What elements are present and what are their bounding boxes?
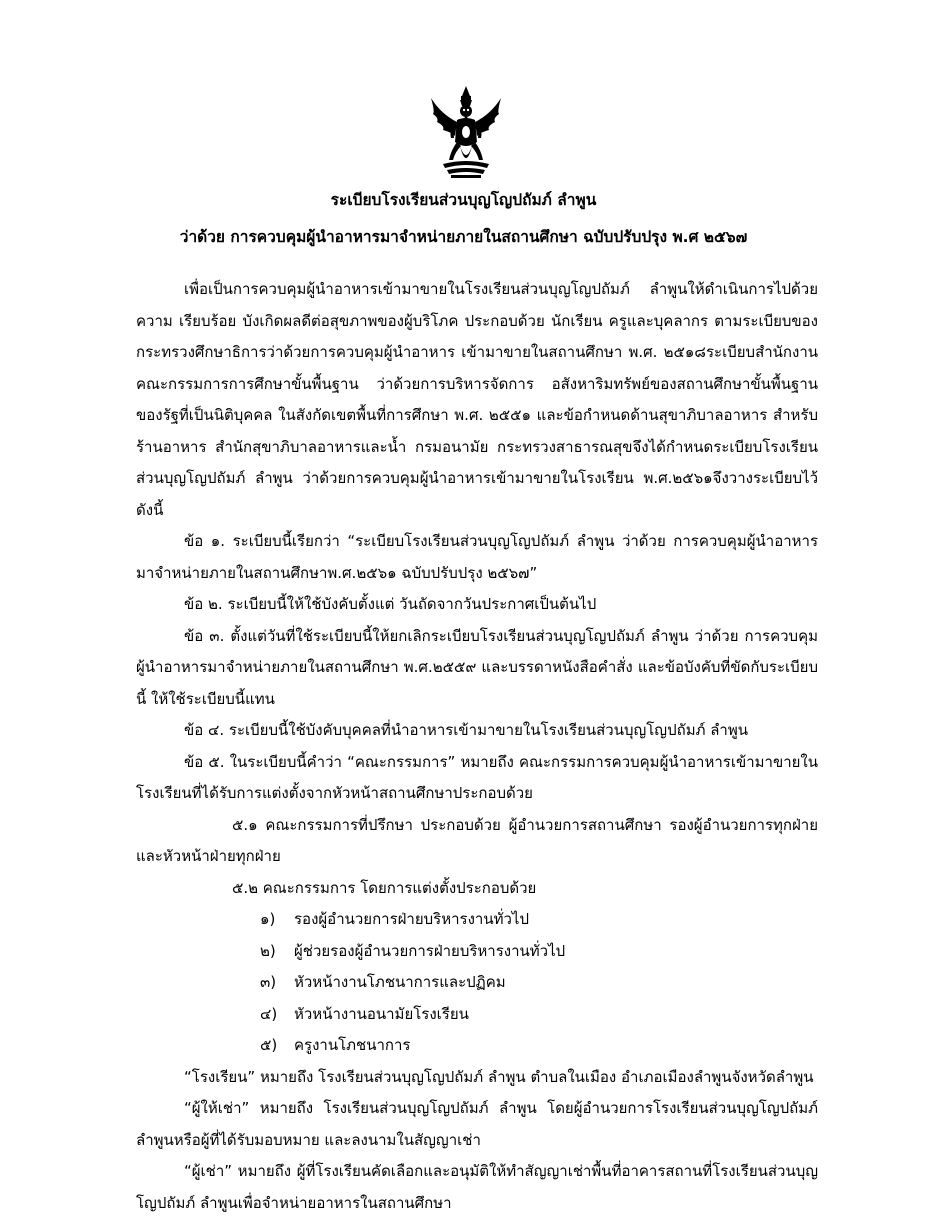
committee-member [136,936,818,968]
member-number: ๕) [260,1036,278,1054]
definition-lessee: “ผู้เช่า” หมายถึง ผู้ที่โรงเรียนคัดเลือกและอนุมัติให้ทำสัญญาเช่าพื้นที่อาคารสถานที่โรงเรียนส่วนบุญโญปถัมภ์ ลำพูนเพื่อจำหน่ายอาหารในสถานศึกษา [136,1162,818,1212]
committee-member [136,999,818,1031]
committee-member [136,967,818,999]
regulation-body [136,274,818,1219]
member-number: ๑) [260,910,276,928]
member-text: หัวหน้างานโภชนาการและปฏิคม [294,973,506,991]
clause-3: ข้อ ๓. ตั้งแต่วันที่ใช้ระเบียบนี้ให้ยกเลิกระเบียบโรงเรียนส่วนบุญโญปถัมภ์ ลำพูน ว่าด้วย การควบคุมผู้นำอาหารมาจำหน่ายภายในสถานศึกษา พ.ศ.๒๕๕๙ และบรรดาหนังสือคำสั่ง และข้อบังคับที่ขัดกับระเบียบนี้ ให้ใช้ระเบียบนี้แทน [136,626,818,708]
member-number: ๔) [260,1004,278,1023]
preamble-paragraph: เพื่อเป็นการควบคุมผู้นำอาหารเข้ามาขายในโรงเรียนส่วนบุญโญปถัมภ์ ลำพูนให้ดำเนินการไปด้วยความ เรียบร้อย บังเกิดผลดีต่อสุขภาพของผู้บริโภค ประกอบด้วย นักเรียน ครูและบุคลากร ตามระเบียบของกระทรวงศึกษาธิการว่าด้วยการควบคุมผู้นำอาหาร เข้ามาขายในสถานศึกษา พ.ศ. ๒๕๑๘ระเบียบสำนักงานคณะกรรมการการศึกษาขั้นพื้นฐาน ว่าด้วยการบริหารจัดการ อสังหาริมทรัพย์ของสถานศึกษาขั้นพื้นฐานของรัฐที่เป็นนิติบุคคล ในสังกัดเขตพื้นที่การศึกษา พ.ศ. ๒๕๕๑ และข้อกำหนดด้านสุขาภิบาลอาหาร สำหรับร้านอาหาร สำนักสุขาภิบาลอาหารและน้ำ กรมอนามัย กระทรวงสาธารณสุขจึงได้กำหนดระเบียบโรงเรียนส่วนบุญโญปถัมภ์ ลำพูน ว่าด้วยการควบคุมผู้นำอาหารเข้ามาขายในโรงเรียน พ.ศ.๒๕๖๑จึงวางระเบียบไว้ดังนี้ [136,280,818,519]
member-text: หัวหน้างานอนามัยโรงเรียน [294,1004,469,1023]
clause-5-2: ๕.๒ คณะกรรมการ โดยการแต่งตั้งประกอบด้วย [232,878,537,897]
member-text: รองผู้อำนวยการฝ่ายบริหารงานทั่วไป [294,910,529,928]
regulation-title: ระเบียบโรงเรียนส่วนบุญโญปถัมภ์ ลำพูน [330,191,597,209]
clause-5: ข้อ ๕. ในระเบียบนี้คำว่า “คณะกรรมการ” หมายถึง คณะกรรมการควบคุมผู้นำอาหารเข้ามาขายในโรงเรียนที่ได้รับการแต่งตั้งจากหัวหน้าสถานศึกษาประกอบด้วย [136,752,818,802]
clause-4: ข้อ ๔. ระเบียบนี้ใช้บังคับบุคคลที่นำอาหารเข้ามาขายในโรงเรียนส่วนบุญโญปถัมภ์ ลำพูน [184,721,748,739]
member-text: ผู้ช่วยรองผู้อำนวยการฝ่ายบริหารงานทั่วไป [294,941,566,960]
committee-member [136,1030,818,1062]
regulation-subtitle: ว่าด้วย การควบคุมผู้นำอาหารมาจำหน่ายภายในสถานศึกษา ฉบับปรับปรุง พ.ศ ๒๕๖๗ [179,228,748,246]
clause-5-1: ๕.๑ คณะกรรมการที่ปรึกษา ประกอบด้วย ผู้อำนวยการสถานศึกษา รองผู้อำนวยการทุกฝ่ายและหัวหน้าฝ่ายทุกฝ่าย [136,815,818,865]
definition-lessor: “ผู้ให้เช่า” หมายถึง โรงเรียนส่วนบุญโญปถัมภ์ ลำพูน โดยผู้อำนวยการโรงเรียนส่วนบุญโญปถัมภ์ ลำพูนหรือผู้ที่ได้รับมอบหมาย และลงนามในสัญญาเช่า [136,1099,818,1149]
member-number: ๓) [260,973,277,991]
garuda-emblem-icon [427,84,505,180]
definition-school: “โรงเรียน” หมายถึง โรงเรียนส่วนบุญโญปถัมภ์ ลำพูน ตำบลในเมือง อำเภอเมืองลำพูนจังหวัดลำพูน [184,1067,814,1086]
clause-2: ข้อ ๒. ระเบียบนี้ให้ใช้บังคับตั้งแต่ วันถัดจากวันประกาศเป็นต้นไป [184,595,597,613]
clause-1: ข้อ ๑. ระเบียบนี้เรียกว่า “ระเบียบโรงเรียนส่วนบุญโญปถัมภ์ ลำพูน ว่าด้วย การควบคุมผู้นำอาหารมาจำหน่ายภายในสถานศึกษาพ.ศ.๒๕๖๑ ฉบับปรับปรุง ๒๕๖๗” [136,532,818,582]
committee-member [136,904,818,936]
member-text: ครูงานโภชนาการ [294,1036,411,1054]
member-number: ๒) [260,941,276,960]
